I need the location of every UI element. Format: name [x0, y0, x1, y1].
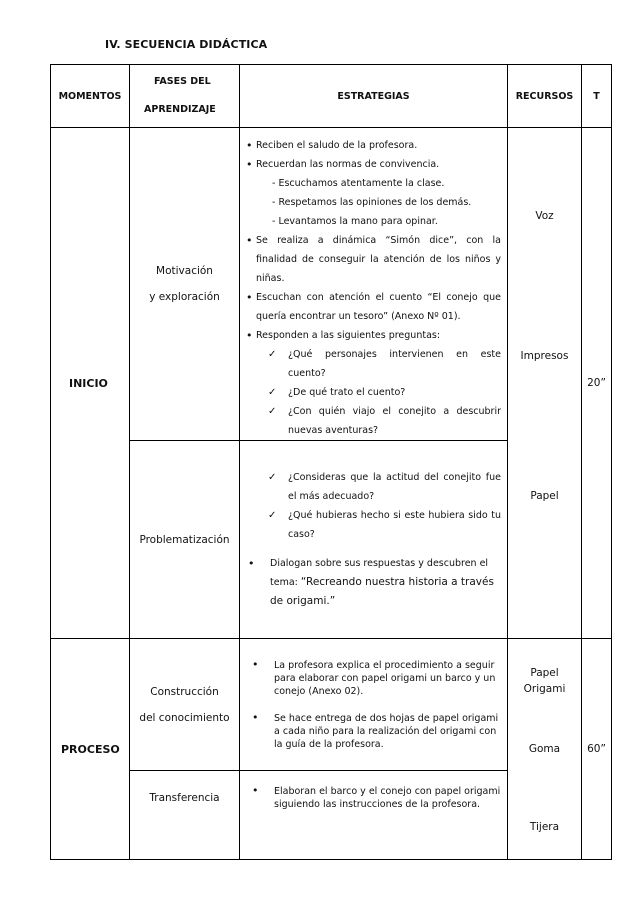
- list-item: ✓ ¿Qué personajes intervienen en este cuento?: [246, 345, 501, 383]
- header-fases-line2: APRENDIZAJE: [144, 104, 216, 115]
- estrategias-motivacion: [240, 128, 508, 441]
- header-momentos: MOMENTOS: [51, 65, 130, 128]
- list-item: ✓ ¿De qué trato el cuento?: [246, 383, 501, 402]
- recurso-papel-proceso: Papel: [530, 667, 559, 679]
- fase-construccion-line2: del conocimiento: [139, 711, 230, 724]
- list-item: ✓ ¿Consideras que la actitud del conejito fue el más adecuado?: [246, 468, 501, 506]
- list-item: ✓ ¿Con quién viajo el conejito a descubrir nuevas aventuras?: [246, 402, 501, 440]
- momento-inicio: INICIO: [51, 128, 130, 639]
- row-construccion: [51, 639, 612, 771]
- header-estrategias: ESTRATEGIAS: [240, 65, 508, 128]
- fase-construccion: [130, 639, 240, 771]
- recurso-tijera: Tijera: [529, 821, 560, 833]
- list-item: - Levantamos la mano para opinar.: [272, 216, 438, 227]
- tiempo-inicio: 20”: [582, 128, 612, 639]
- list-item: • Elaboran el barco y el conejo con papel origami siguiendo las instrucciones de la profesora.: [246, 785, 501, 811]
- list-item: [246, 554, 501, 611]
- recurso-origami: Origami: [523, 683, 566, 695]
- fase-construccion-line1: Construcción: [150, 685, 219, 698]
- fase-motivacion-line1: Motivación: [156, 265, 213, 277]
- fase-motivacion: [130, 128, 240, 441]
- section-title: IV. SECUENCIA DIDÁCTICA: [105, 38, 268, 51]
- header-row: [51, 65, 612, 128]
- fase-transferencia: Transferencia: [130, 771, 240, 860]
- recursos-inicio: [508, 128, 582, 639]
- header-fases-line1: FASES DEL: [154, 76, 211, 87]
- header-fases: [130, 65, 240, 128]
- recurso-impresos: Impresos: [520, 350, 569, 362]
- list-item: • Se realiza a dinámica “Simón dice”, con la finalidad de conseguir la atención de los niños y niñas.: [246, 231, 501, 288]
- recurso-voz: Voz: [535, 210, 554, 222]
- row-motivacion: [51, 128, 612, 441]
- header-t: T: [582, 65, 612, 128]
- list-item: ✓ ¿Qué hubieras hecho si este hubiera sido tu caso?: [246, 506, 501, 544]
- fase-motivacion-line2: y exploración: [149, 291, 220, 303]
- header-recursos: RECURSOS: [508, 65, 582, 128]
- recursos-proceso: [508, 639, 582, 860]
- fase-problematizacion: Problematización: [130, 441, 240, 639]
- dialogo-tema: “Recreando nuestra historia a través de origami.”: [270, 576, 494, 607]
- list-item: • Reciben el saludo de la profesora.: [246, 136, 501, 155]
- estrategias-transferencia: [240, 771, 508, 860]
- tiempo-proceso: 60”: [582, 639, 612, 860]
- dialogo-text: Dialogan sobre sus respuestas y descubren el tema:: [270, 558, 489, 588]
- list-item: - Respetamos las opiniones de los demás.: [272, 197, 472, 208]
- estrategias-problematizacion: [240, 441, 508, 639]
- list-item: • Se hace entrega de dos hojas de papel origami a cada niño para la realización del origami con la guía de la profesora.: [246, 712, 501, 751]
- estrategias-construccion: [240, 639, 508, 771]
- list-item: • Responden a las siguientes preguntas:: [246, 326, 501, 345]
- list-item: • Escuchan con atención el cuento “El conejo que quería encontrar un tesoro” (Anexo Nº 01).: [246, 288, 501, 326]
- didactic-sequence-table: [50, 64, 612, 860]
- recurso-goma: Goma: [528, 743, 561, 755]
- list-item: - Escuchamos atentamente la clase.: [272, 178, 445, 189]
- list-item: • La profesora explica el procedimiento a seguir para elaborar con papel origami un barco y un conejo (Anexo 02).: [246, 659, 501, 698]
- momento-proceso: PROCESO: [51, 639, 130, 860]
- recurso-papel: Papel: [530, 490, 559, 502]
- list-item: • Recuerdan las normas de convivencia.: [246, 155, 501, 174]
